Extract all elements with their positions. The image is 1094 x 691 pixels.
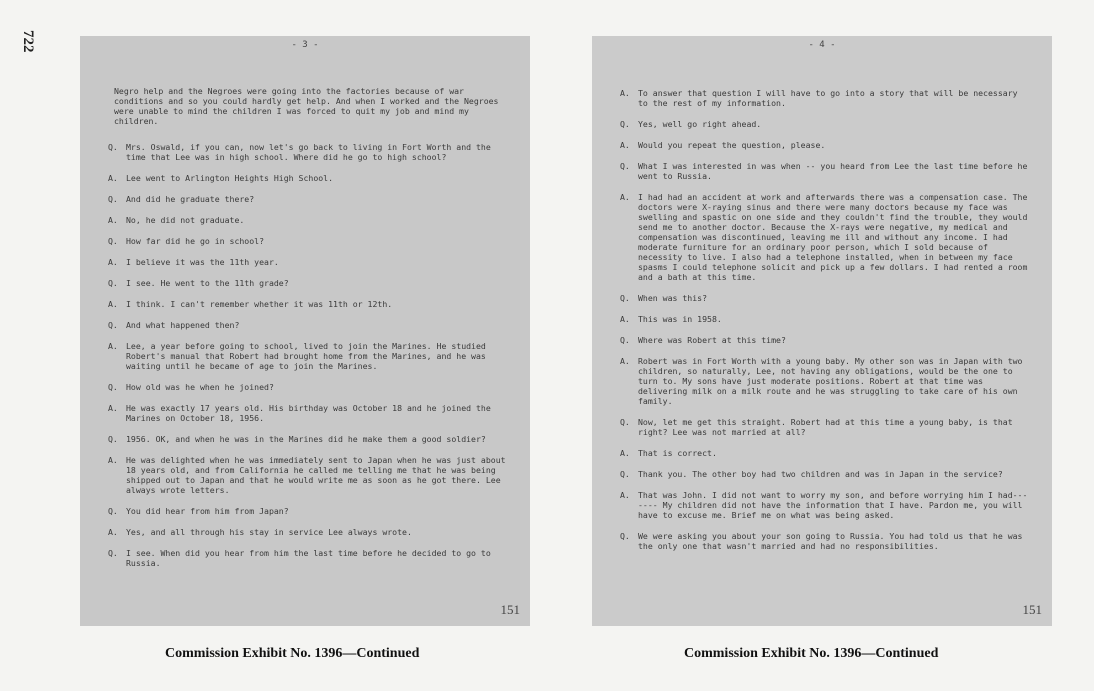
qa-entry: [108, 341, 508, 371]
qa-entry: [620, 314, 1030, 324]
exhibit-caption: Commission Exhibit No. 1396—Continued: [684, 646, 939, 661]
qa-entry: [108, 455, 508, 495]
qa-entry: [108, 403, 508, 423]
speaker-label: A.: [108, 455, 118, 465]
speaker-label: Q.: [620, 119, 630, 129]
qa-entry: [620, 119, 1030, 129]
statement-text: I believe it was the 11th year.: [126, 257, 279, 267]
qa-entry: [108, 194, 508, 204]
statement-text: He was delighted when he was immediately sent to Japan when he was just about 18 years old, and from California he called me telling me that he was being shipped out to Japan and that he would write me as soon as he got there. Lee always wrote letters.: [126, 455, 506, 495]
statement-text: I had had an accident at work and afterwards there was a compensation case. The doctors were X-raying sinus and there were many doctors because my face was swelling and spastic on one side and they couldn't find the trouble, they would send me to another doctor. Because the X-rays were negative, my medical and compensation was discontinued, leaving me ill and without any income. I had moderate furniture for an ordinary poor person, which I sold because of necessity to live. I also had a telephone installed, when in between my face spasms I could telephone solicit and pick up a few dollars. I had rented a room and a bath at this time.: [638, 192, 1028, 282]
speaker-label: A.: [108, 527, 118, 537]
statement-text: How far did he go in school?: [126, 236, 265, 246]
qa-entry: [620, 356, 1030, 406]
speaker-label: A.: [108, 403, 118, 413]
speaker-label: Q.: [108, 320, 118, 330]
speaker-label: A.: [620, 192, 630, 202]
qa-entry: [620, 531, 1030, 551]
speaker-label: Q.: [620, 531, 630, 541]
qa-entry: [620, 417, 1030, 437]
speaker-label: Q.: [620, 469, 630, 479]
speaker-label: Q.: [108, 278, 118, 288]
statement-text: Yes, and all through his stay in service Lee always wrote.: [126, 527, 412, 537]
qa-entry: [108, 382, 508, 392]
speaker-label: Q.: [108, 548, 118, 558]
page-number: - 4 -: [808, 40, 836, 50]
statement-text: Now, let me get this straight. Robert had at this time a young baby, is that right? Lee was not married at all?: [638, 417, 1013, 437]
transcript-body: [108, 86, 508, 579]
qa-entry: [620, 448, 1030, 458]
statement-text: Where was Robert at this time?: [638, 335, 786, 345]
statement-text: No, he did not graduate.: [126, 215, 245, 225]
qa-entry: [108, 434, 508, 444]
speaker-label: A.: [620, 140, 630, 150]
qa-entry: [108, 299, 508, 309]
speaker-label: A.: [108, 341, 118, 351]
statement-text: 1956. OK, and when he was in the Marines did he make them a good soldier?: [126, 434, 486, 444]
statement-text: That is correct.: [638, 448, 717, 458]
statement-text: And what happened then?: [126, 320, 240, 330]
speaker-label: A.: [620, 356, 630, 366]
speaker-label: Q.: [620, 417, 630, 427]
qa-entry: [620, 161, 1030, 181]
qa-entry: [108, 506, 508, 516]
statement-text: You did hear from him from Japan?: [126, 506, 289, 516]
page-number: - 3 -: [291, 40, 319, 50]
statement-text: I see. When did you hear from him the last time before he decided to go to Russia.: [126, 548, 491, 568]
left-exhibit-page: [80, 36, 530, 626]
statement-text: And did he graduate there?: [126, 194, 255, 204]
folio-number: 151: [1022, 602, 1042, 617]
qa-entry: [108, 257, 508, 267]
statement-text: This was in 1958.: [638, 314, 722, 324]
statement-text: To answer that question I will have to go into a story that will be necessary to the rest of my information.: [638, 88, 1018, 108]
speaker-label: A.: [108, 299, 118, 309]
qa-entry: [620, 293, 1030, 303]
qa-list: [108, 142, 508, 568]
qa-entry: [108, 236, 508, 246]
qa-entry: [620, 335, 1030, 345]
speaker-label: A.: [108, 257, 118, 267]
statement-text: I see. He went to the 11th grade?: [126, 278, 289, 288]
speaker-label: Q.: [108, 506, 118, 516]
statement-text: Would you repeat the question, please.: [638, 140, 826, 150]
speaker-label: Q.: [108, 434, 118, 444]
qa-entry: [108, 173, 508, 183]
statement-text: When was this?: [638, 293, 708, 303]
statement-text: Mrs. Oswald, if you can, now let's go back to living in Fort Worth and the time that Lee was in high school. Where did he go to high school?: [126, 142, 491, 162]
speaker-label: A.: [620, 314, 630, 324]
folio-number: 151: [500, 602, 520, 617]
speaker-label: A.: [620, 490, 630, 500]
statement-text: Lee went to Arlington Heights High School.: [126, 173, 334, 183]
qa-entry: [108, 215, 508, 225]
qa-entry: [620, 88, 1030, 108]
speaker-label: Q.: [620, 293, 630, 303]
speaker-label: A.: [620, 448, 630, 458]
volume-page-number: 722: [20, 30, 36, 53]
statement-text: We were asking you about your son going to Russia. You had told us that he was the only one that wasn't married and had no responsibilities.: [638, 531, 1023, 551]
statement-text: What I was interested in was when -- you heard from Lee the last time before he went to Russia.: [638, 161, 1028, 181]
speaker-label: Q.: [108, 382, 118, 392]
speaker-label: Q.: [620, 161, 630, 171]
qa-list: [620, 88, 1030, 551]
speaker-label: Q.: [108, 236, 118, 246]
qa-entry: [620, 490, 1030, 520]
speaker-label: Q.: [108, 142, 118, 152]
qa-entry: [108, 320, 508, 330]
qa-entry: [620, 469, 1030, 479]
qa-entry: [108, 278, 508, 288]
statement-text: Yes, well go right ahead.: [638, 119, 762, 129]
statement-text: I think. I can't remember whether it was 11th or 12th.: [126, 299, 393, 309]
right-exhibit-page: [592, 36, 1052, 626]
statement-text: How old was he when he joined?: [126, 382, 274, 392]
statement-text: He was exactly 17 years old. His birthday was October 18 and he joined the Marines on October 18, 1956.: [126, 403, 491, 423]
qa-entry: [620, 192, 1030, 282]
statement-text: Thank you. The other boy had two children and was in Japan in the service?: [638, 469, 1003, 479]
speaker-label: Q.: [108, 194, 118, 204]
speaker-label: Q.: [620, 335, 630, 345]
statement-text: Robert was in Fort Worth with a young baby. My other son was in Japan with two children, so naturally, Lee, not having any obligations, would be the one to turn to. My sons have just moderate positions. Robert at that time was delivering milk on a milk route and he was struggling to take care of his own family.: [638, 356, 1023, 406]
qa-entry: [108, 548, 508, 568]
speaker-label: A.: [108, 215, 118, 225]
statement-text: Lee, a year before going to school, lived to join the Marines. He studied Robert's manual that Robert had brought home from the Marines, and he was waiting until he became of age to join the Marines.: [126, 341, 486, 371]
transcript-body: [620, 88, 1030, 562]
speaker-label: A.: [620, 88, 630, 98]
statement-text: That was John. I did not want to worry my son, and before worrying him I had------- My children did not have the information that I have. Pardon me, you will have to excuse me. Brief me on what was being asked.: [638, 490, 1028, 520]
speaker-label: A.: [108, 173, 118, 183]
exhibit-caption: Commission Exhibit No. 1396—Continued: [165, 646, 420, 661]
qa-entry: [108, 142, 508, 162]
qa-entry: [108, 527, 508, 537]
qa-entry: [620, 140, 1030, 150]
continuation-paragraph: Negro help and the Negroes were going into the factories because of war conditions and so you could hardly get help. And when I worked and the Negroes were unable to mind the children I was forced to quit my job and mind my children.: [114, 86, 499, 126]
